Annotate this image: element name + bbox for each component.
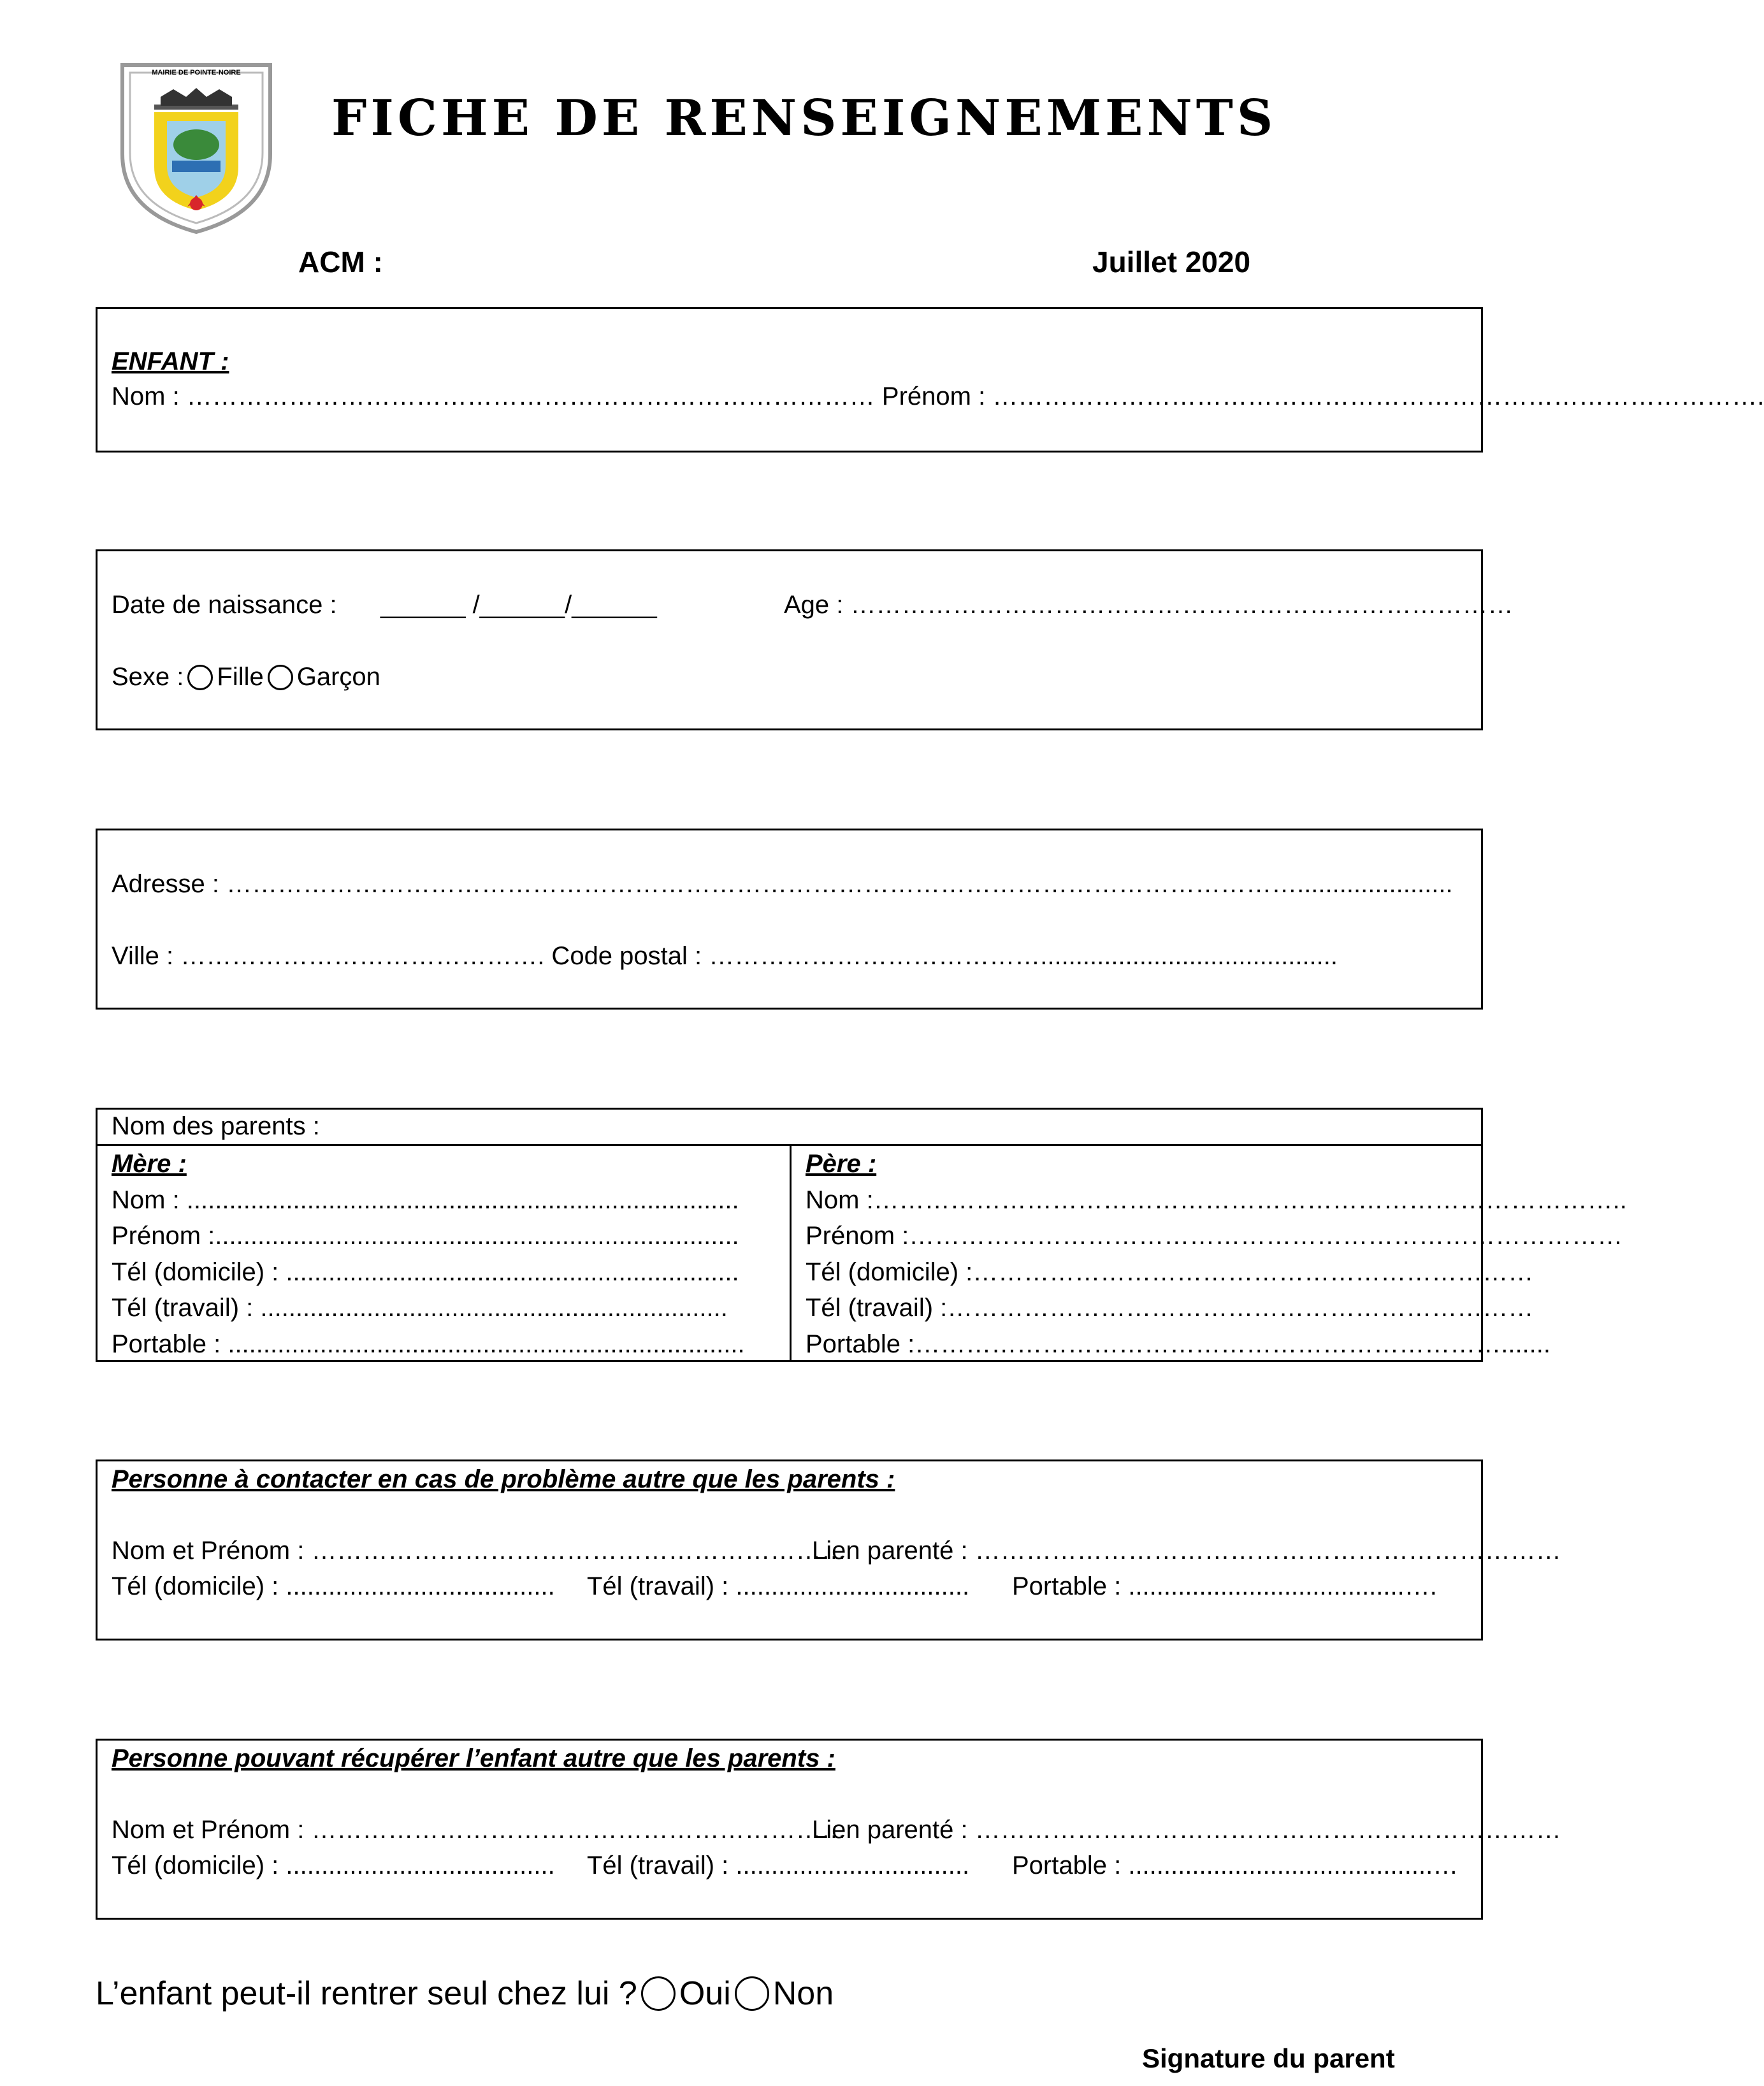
mere-tel-travail-field[interactable]: Tél (travail) : .................................................................. [112,1294,728,1322]
adresse-field[interactable]: Adresse : ………………………………………………………………………………………………………………...................... [112,870,1453,898]
mere-portable-field[interactable]: Portable : ......................................................................... [112,1329,745,1358]
acm-label: ACM : [298,245,383,279]
pere-tel-travail-field[interactable]: Tél (travail) :…………………………………………………………… [806,1294,1534,1322]
mere-column [98,1146,790,1360]
signature-label: Signature du parent [1142,2043,1395,2073]
mere-heading: Mère : [112,1150,187,1178]
recuperer-portable-field[interactable]: Portable : ...........................................… [1012,1851,1459,1880]
enfant-heading: ENFANT : [112,347,229,375]
enfant-section [96,307,1764,453]
non-label: Non [772,1975,834,2012]
recuperer-tel-domicile-field[interactable]: Tél (domicile) : ...................................... [112,1851,555,1880]
contact-tel-travail-field[interactable]: Tél (travail) : ................................. [587,1572,970,1600]
pere-column [792,1146,1627,1360]
recuperer-section [96,1739,1561,1920]
oui-label: Oui [679,1975,731,2012]
form-date: Juillet 2020 [1092,245,1251,279]
mere-nom-field[interactable]: Nom : .............................................................................. [112,1185,739,1214]
pere-nom-field[interactable]: Nom :…………………………………………………………………………….. [806,1185,1627,1214]
crest-caption: MAIRIE DE POINTE-NOIRE [152,69,241,76]
pere-portable-field[interactable]: Portable :……………………………………………………………....... [806,1329,1551,1358]
city-crest-logo [116,59,277,237]
sexe-row [112,663,380,692]
naissance-section [96,549,1514,730]
date-naissance-field[interactable]: ______ /______/______ [380,591,657,619]
pere-tel-domicile-field[interactable]: Tél (domicile) :………………………………………………………… [806,1257,1534,1286]
date-naissance-label: Date de naissance : [112,591,337,619]
adresse-section [96,829,1483,1010]
rentrer-seul-row [96,1974,834,2013]
contact-nom-prenom-field[interactable]: Nom et Prénom : ……………………………………………………… [112,1537,847,1565]
non-radio[interactable] [735,1976,769,2011]
contact-heading: Personne à contacter en cas de problème autre que les parents : [112,1465,895,1493]
recuperer-heading: Personne pouvant récupérer l’enfant autre que les parents : [112,1744,835,1772]
parents-section [96,1108,1627,1362]
page-title: FICHE DE RENSEIGNEMENTS [331,89,1277,147]
garcon-label: Garçon [296,663,380,691]
mere-prenom-field[interactable]: Prénom :.......................................................................... [112,1222,739,1250]
contact-section [96,1459,1561,1641]
mere-tel-domicile-field[interactable]: Tél (domicile) : ................................................................ [112,1257,739,1286]
parents-heading: Nom des parents : [112,1112,320,1140]
oui-radio[interactable] [641,1976,676,2011]
fille-label: Fille [217,663,264,691]
recuperer-nom-prenom-field[interactable]: Nom et Prénom : ……………………………………………………… [112,1816,847,1844]
ville-codepostal-field[interactable]: Ville : ……………………………………. Code postal : ………………………………….......................................... [112,942,1338,970]
pere-heading: Père : [806,1150,877,1178]
rentrer-seul-question: L’enfant peut-il rentrer seul chez lui ? [96,1975,637,2012]
recuperer-lien-field[interactable]: Lien parenté : …………………………………………………………… [812,1816,1561,1844]
contact-tel-domicile-field[interactable]: Tél (domicile) : ...................................... [112,1572,555,1600]
sexe-label: Sexe : [112,663,184,691]
contact-lien-field[interactable]: Lien parenté : …………………………………………………………… [812,1537,1561,1565]
contact-portable-field[interactable]: Portable : .......................................…. [1012,1572,1437,1600]
pere-prenom-field[interactable]: Prénom :………………………………………………………………………… [806,1222,1623,1250]
enfant-nom-prenom-field[interactable]: Nom : ……………………………………………………………………… Prénom : ………………………………………………………………………………. [112,382,1764,410]
recuperer-tel-travail-field[interactable]: Tél (travail) : ................................. [587,1851,970,1880]
garcon-radio[interactable] [268,665,293,690]
fille-radio[interactable] [187,665,213,690]
age-field[interactable]: Age : …………………………………………………………………… [784,591,1514,619]
